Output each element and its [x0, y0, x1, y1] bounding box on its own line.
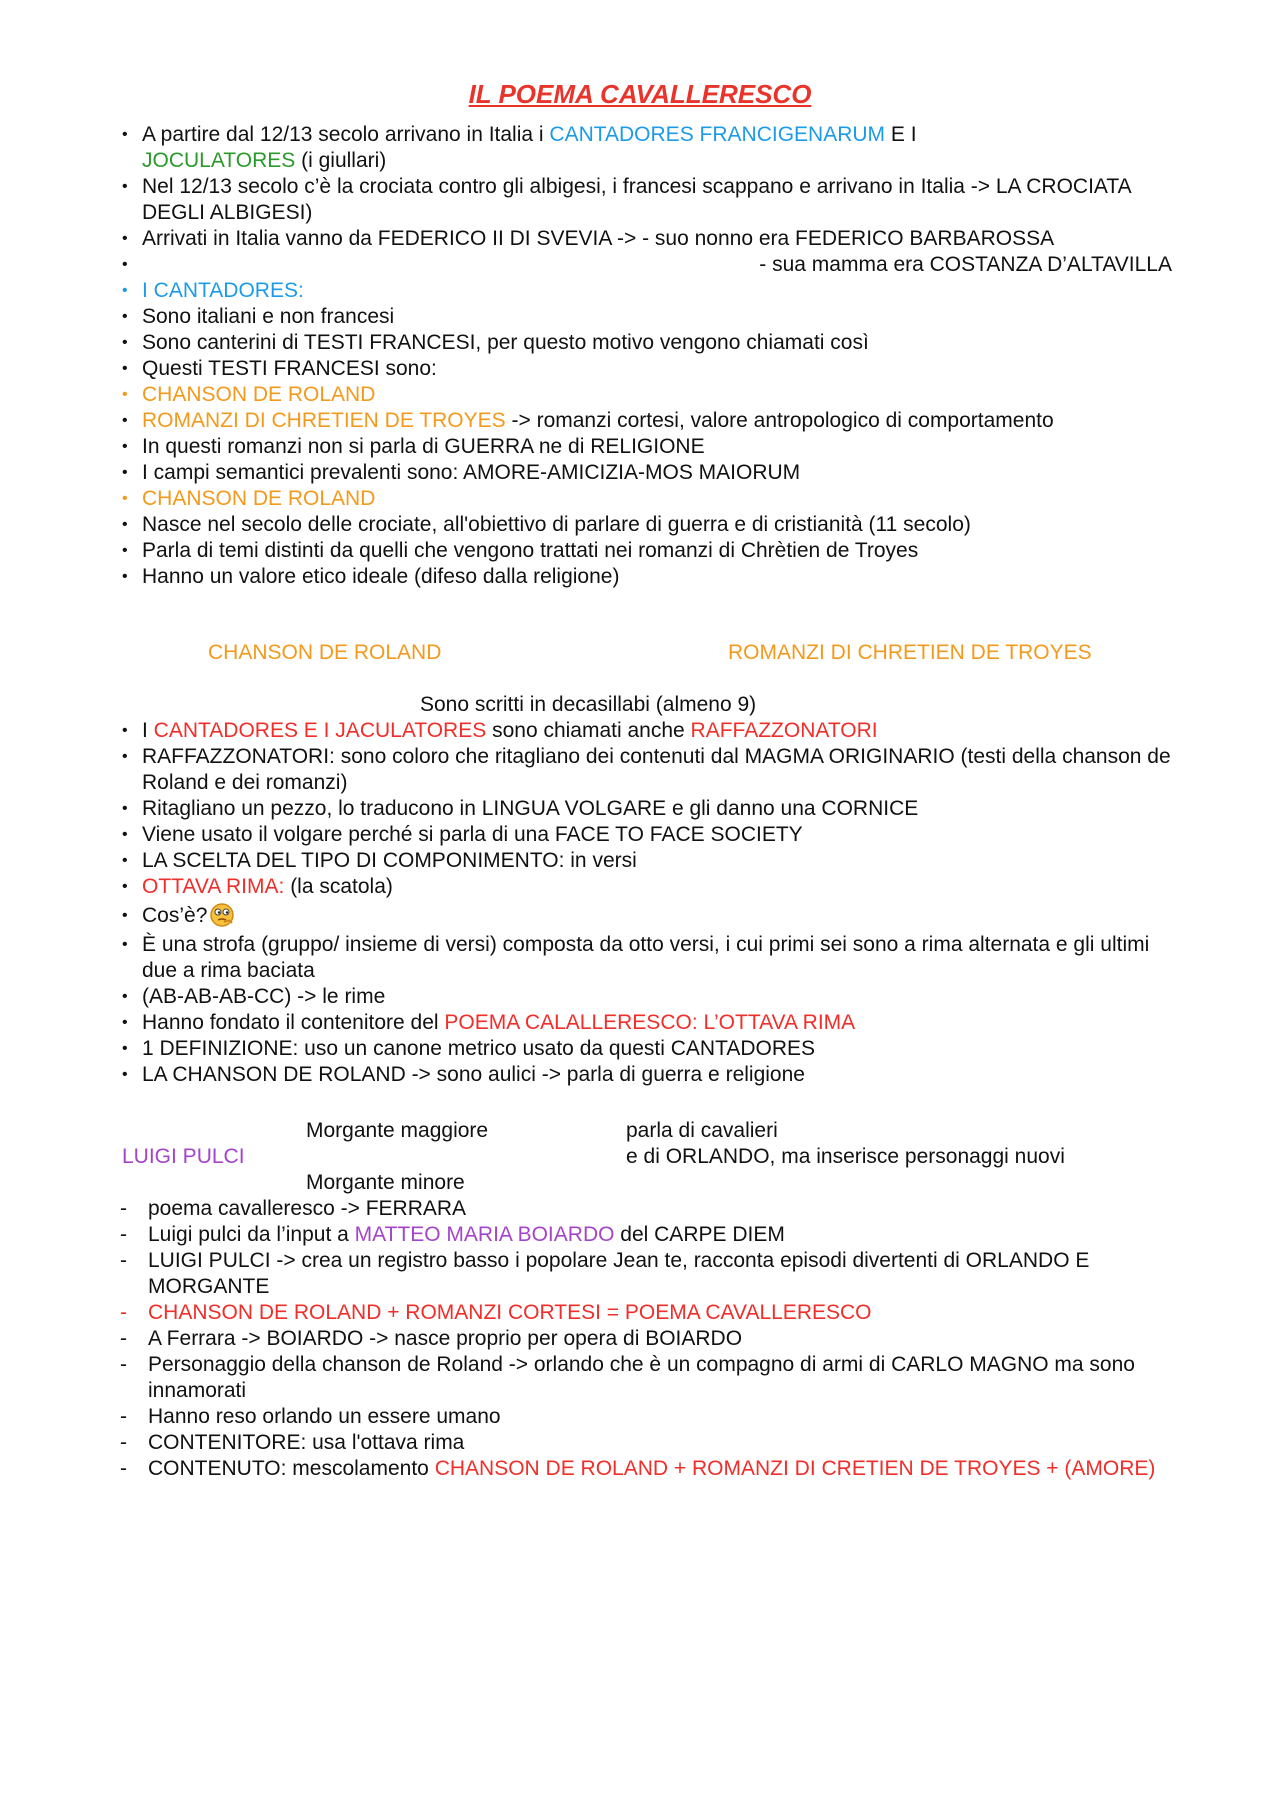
- list-item: [120, 174, 1180, 226]
- bullet-icon: •: [122, 282, 128, 299]
- pulci-desc-line2: e di ORLANDO, ma inserisce personaggi nuovi: [626, 1145, 1065, 1168]
- list-item: [120, 822, 1180, 848]
- dash-icon: -: [120, 1249, 127, 1272]
- list-item: [120, 744, 1180, 796]
- item-text: Sono canterini di TESTI FRANCESI, per questo motivo vengono chiamati così: [142, 331, 869, 354]
- item-text: - suo nonno era FEDERICO BARBAROSSA: [642, 227, 1055, 250]
- list-item: [120, 512, 1180, 538]
- page-title: IL POEMA CAVALLERESCO: [468, 79, 812, 109]
- item-text: I campi semantici prevalenti sono: AMORE-AMICIZIA-MOS MAIORUM: [142, 461, 801, 484]
- list-item: [120, 1326, 1180, 1352]
- item-highlight: ROMANZI DI CHRETIEN DE TROYES: [142, 409, 506, 432]
- item-highlight: CANTADORES FRANCIGENARUM: [549, 123, 886, 146]
- item-text: I CANTADORES:: [142, 279, 304, 302]
- list-item: [120, 900, 1180, 932]
- list-item: [120, 408, 1180, 434]
- bullet-icon: •: [122, 907, 128, 924]
- pulci-name: LUIGI PULCI: [122, 1145, 245, 1168]
- item-text: È una strofa (gruppo/ insieme di versi) composta da otto versi, i cui primi sei sono a rima alternata e gli ultimi due a rima baciata: [142, 933, 1150, 982]
- list-item: [120, 1404, 1180, 1430]
- compare-left-heading: CHANSON DE ROLAND: [208, 641, 442, 664]
- list-item: [120, 1248, 1180, 1300]
- pulci-desc-line1: parla di cavalieri: [626, 1119, 778, 1142]
- bullet-icon: •: [122, 878, 128, 895]
- item-text: A Ferrara -> BOIARDO -> nasce proprio per opera di BOIARDO: [148, 1327, 743, 1350]
- item-text: sono chiamati anche: [486, 719, 691, 742]
- dash-icon: -: [120, 1223, 127, 1246]
- item-text: LA CHANSON DE ROLAND -> sono aulici -> parla di guerra e religione: [142, 1063, 805, 1086]
- dash-icon: -: [120, 1327, 127, 1350]
- list-item: [120, 1300, 1180, 1326]
- list-item: [120, 1036, 1180, 1062]
- item-text: CHANSON DE ROLAND: [142, 383, 376, 406]
- list-item: [120, 848, 1180, 874]
- dash-icon: -: [120, 1353, 127, 1376]
- dash-icon: -: [120, 1405, 127, 1428]
- list-item: [120, 796, 1180, 822]
- list-item: [120, 226, 1180, 252]
- bullet-icon: •: [122, 126, 128, 143]
- list-item: [120, 434, 1180, 460]
- item-text: Hanno reso orlando un essere umano: [148, 1405, 501, 1428]
- list-item: [120, 1430, 1180, 1456]
- item-text: Questi TESTI FRANCESI sono:: [142, 357, 437, 380]
- bullet-icon: •: [122, 748, 128, 765]
- list-item: [120, 252, 1180, 278]
- list-item: [120, 984, 1180, 1010]
- list-item: [120, 356, 1180, 382]
- item-text: Parla di temi distinti da quelli che vengono trattati nei romanzi di Chrètien de Troyes: [142, 539, 919, 562]
- bullet-icon: •: [122, 334, 128, 351]
- bullet-icon: •: [122, 360, 128, 377]
- list-item: [120, 122, 1180, 174]
- item-text: In questi romanzi non si parla di GUERRA ne di RELIGIONE: [142, 435, 705, 458]
- item-text: Hanno fondato il contenitore del: [142, 1011, 445, 1034]
- item-highlight: POEMA CALALLERESCO: L’OTTAVA RIMA: [444, 1011, 856, 1034]
- item-text: RAFFAZZONATORI: sono coloro che ritagliano dei contenuti dal MAGMA ORIGINARIO (testi della chanson de Roland e dei romanzi): [142, 745, 1171, 794]
- section-poema-list: [120, 1196, 1180, 1482]
- bullet-icon: •: [122, 826, 128, 843]
- item-text: A partire dal 12/13 secolo arrivano in Italia i: [142, 123, 550, 146]
- list-item: [120, 304, 1180, 330]
- bullet-icon: •: [122, 800, 128, 817]
- list-item: [120, 278, 1180, 304]
- item-text: del CARPE DIEM: [614, 1223, 785, 1246]
- dash-icon: -: [120, 1431, 127, 1454]
- bullet-icon: •: [122, 438, 128, 455]
- bullet-icon: •: [122, 568, 128, 585]
- list-item: [120, 1456, 1180, 1482]
- bullet-icon: •: [122, 722, 128, 739]
- bullet-icon: •: [122, 988, 128, 1005]
- item-highlight: CANTADORES E I JACULATORES: [153, 719, 487, 742]
- item-text: CONTENUTO: mescolamento: [148, 1457, 435, 1480]
- list-item: [120, 1352, 1180, 1404]
- list-item: [120, 932, 1180, 984]
- item-highlight: MATTEO MARIA BOIARDO: [354, 1223, 615, 1246]
- bullet-icon: •: [122, 464, 128, 481]
- list-item: [120, 330, 1180, 356]
- item-text: 1 DEFINIZIONE: uso un canone metrico usato da questi CANTADORES: [142, 1037, 816, 1060]
- list-item: [120, 1222, 1180, 1248]
- bullet-icon: •: [122, 412, 128, 429]
- item-text: (i giullari): [295, 149, 387, 172]
- pulci-minor-work: Morgante minore: [306, 1171, 465, 1194]
- dash-icon: -: [120, 1301, 127, 1324]
- section-cantadores-list: [120, 122, 1180, 590]
- list-item: [120, 382, 1180, 408]
- section-raffazzonatori-list: [120, 718, 1180, 1088]
- item-text: LA SCELTA DEL TIPO DI COMPONIMENTO: in versi: [142, 849, 637, 872]
- item-text: Luigi pulci da l’input a: [148, 1223, 355, 1246]
- bullet-icon: •: [122, 1014, 128, 1031]
- item-text: I: [142, 719, 154, 742]
- list-item: [120, 718, 1180, 744]
- item-text: Nel 12/13 secolo c’è la crociata contro gli albigesi, i francesi scappano e arrivano in Italia -> LA CROCIATA DEGLI ALBIGESI): [142, 175, 1131, 224]
- bullet-icon: •: [122, 852, 128, 869]
- bullet-icon: •: [122, 542, 128, 559]
- thinking-face-icon: [209, 902, 235, 928]
- bullet-icon: •: [122, 936, 128, 953]
- dash-icon: -: [120, 1457, 127, 1480]
- item-text: Sono italiani e non francesi: [142, 305, 395, 328]
- item-highlight: JOCULATORES: [142, 149, 296, 172]
- list-item: [120, 564, 1180, 590]
- item-text: CHANSON DE ROLAND + ROMANZI CORTESI = POEMA CAVALLERESCO: [148, 1301, 872, 1324]
- item-highlight: RAFFAZZONATORI: [690, 719, 878, 742]
- bullet-icon: •: [122, 386, 128, 403]
- item-text: Cos’è?: [142, 904, 208, 927]
- item-highlight: OTTAVA RIMA:: [142, 875, 285, 898]
- item-highlight: CHANSON DE ROLAND + ROMANZI DI CRETIEN DE TROYES + (AMORE): [434, 1457, 1156, 1480]
- list-item: [120, 874, 1180, 900]
- list-item: [120, 1010, 1180, 1036]
- list-item: [120, 538, 1180, 564]
- bullet-icon: •: [122, 178, 128, 195]
- bullet-icon: •: [122, 1040, 128, 1057]
- bullet-icon: •: [122, 230, 128, 247]
- item-text: Viene usato il volgare perché si parla di una FACE TO FACE SOCIETY: [142, 823, 803, 846]
- list-item: [120, 1062, 1180, 1088]
- item-text: poema cavalleresco -> FERRARA: [148, 1197, 467, 1220]
- compare-right-heading: ROMANZI DI CHRETIEN DE TROYES: [728, 641, 1092, 664]
- list-item: [120, 460, 1180, 486]
- item-text: Personaggio della chanson de Roland -> orlando che è un compagno di armi di CARLO MAGNO ma sono innamorati: [148, 1353, 1135, 1402]
- item-text: Nasce nel secolo delle crociate, all'obiettivo di parlare di guerra e di cristianità (11 secolo): [142, 513, 971, 536]
- pulci-major-work: Morgante maggiore: [306, 1119, 489, 1142]
- bullet-icon: •: [122, 516, 128, 533]
- item-text: (la scatola): [284, 875, 393, 898]
- list-item: [120, 486, 1180, 512]
- list-item: [120, 1196, 1180, 1222]
- dash-icon: -: [120, 1197, 127, 1220]
- item-text: CONTENITORE: usa l'ottava rima: [148, 1431, 465, 1454]
- item-text: -> romanzi cortesi, valore antropologico di comportamento: [505, 409, 1054, 432]
- item-text: - sua mamma era COSTANZA D’ALTAVILLA: [759, 253, 1172, 276]
- item-text: Hanno un valore etico ideale (difeso dalla religione): [142, 565, 620, 588]
- item-text: Ritagliano un pezzo, lo traducono in LINGUA VOLGARE e gli danno una CORNICE: [142, 797, 919, 820]
- bullet-icon: •: [122, 308, 128, 325]
- item-text: Arrivati in Italia vanno da FEDERICO II DI SVEVIA ->: [142, 227, 643, 250]
- item-text: LUIGI PULCI -> crea un registro basso i popolare Jean te, racconta episodi divertenti di ORLANDO E MORGANTE: [148, 1249, 1090, 1298]
- bullet-icon: •: [122, 490, 128, 507]
- item-text: CHANSON DE ROLAND: [142, 487, 376, 510]
- item-text: (AB-AB-AB-CC) -> le rime: [142, 985, 386, 1008]
- item-text: E I: [885, 123, 917, 146]
- compare-center-note: Sono scritti in decasillabi (almeno 9): [420, 693, 757, 716]
- bullet-icon: •: [122, 256, 128, 273]
- bullet-icon: •: [122, 1066, 128, 1083]
